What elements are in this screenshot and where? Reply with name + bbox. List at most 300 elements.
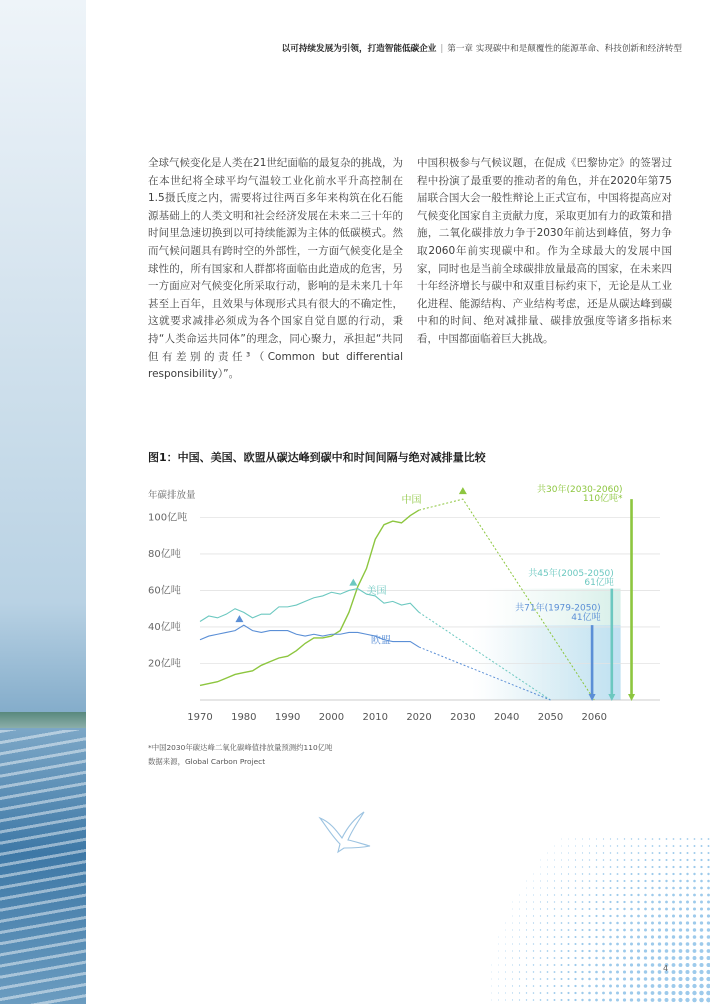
halftone-dot: [692, 977, 696, 981]
halftone-dot: [596, 859, 597, 860]
halftone-dot: [526, 915, 527, 916]
halftone-dot: [603, 852, 604, 853]
halftone-dot: [658, 901, 661, 904]
halftone-dot: [623, 984, 626, 987]
header-chapter: 第一章 实现碳中和是颠覆性的能源革命、科技创新和经济转型: [447, 44, 682, 54]
halftone-dot: [644, 929, 647, 932]
halftone-dot: [567, 978, 569, 980]
page-number: 4: [663, 964, 669, 973]
halftone-dot: [547, 943, 549, 945]
halftone-dot: [526, 992, 527, 993]
halftone-dot: [644, 887, 646, 889]
halftone-dot: [595, 950, 597, 952]
halftone-dot: [637, 956, 640, 959]
halftone-dot: [533, 957, 534, 958]
halftone-dot: [588, 971, 590, 973]
reduction-label-0: 110亿吨*: [582, 494, 623, 505]
halftone-dot: [540, 874, 541, 875]
halftone-dot: [540, 985, 542, 987]
halftone-dot: [693, 921, 696, 924]
halftone-dot: [617, 852, 619, 854]
halftone-dot: [609, 992, 612, 995]
halftone-dot: [617, 880, 619, 882]
halftone-dot: [637, 998, 640, 1001]
halftone-dot: [623, 998, 626, 1001]
halftone-dot: [526, 999, 527, 1000]
halftone-dot: [596, 866, 598, 868]
halftone-dot: [505, 999, 506, 1000]
halftone-dot: [672, 908, 675, 911]
halftone-dot: [630, 887, 632, 889]
halftone-dot: [582, 901, 584, 903]
halftone-dot: [589, 873, 591, 875]
halftone-dot: [623, 915, 626, 918]
halftone-dot: [686, 914, 689, 917]
halftone-dot: [686, 907, 689, 910]
halftone-dot: [554, 957, 556, 959]
halftone-dot: [679, 859, 681, 861]
halftone-dot: [568, 887, 569, 888]
halftone-dot: [512, 985, 513, 986]
halftone-dot: [623, 901, 625, 903]
halftone-dot: [678, 984, 682, 988]
halftone-dot: [575, 839, 576, 840]
halftone-dot: [540, 867, 541, 868]
halftone-dot: [707, 852, 709, 854]
halftone-dot: [526, 929, 527, 930]
halftone-dot: [512, 930, 513, 931]
halftone-dot: [602, 999, 605, 1002]
halftone-dot: [526, 909, 527, 910]
halftone-dot: [581, 971, 583, 973]
halftone-dot: [658, 873, 660, 875]
halftone-dot: [547, 894, 548, 895]
halftone-dot: [623, 929, 626, 932]
halftone-dot: [630, 873, 632, 875]
halftone-dot: [561, 964, 563, 966]
halftone-dot: [547, 922, 548, 923]
halftone-dot: [686, 873, 688, 875]
halftone-dot: [554, 922, 556, 924]
halftone-dot: [575, 852, 576, 853]
halftone-dot: [658, 928, 661, 931]
halftone-dot: [644, 908, 647, 911]
halftone-dot: [700, 887, 703, 890]
halftone-dot: [665, 984, 669, 988]
halftone-dot: [547, 860, 548, 861]
halftone-dot: [644, 977, 647, 980]
halftone-dot: [498, 1000, 499, 1001]
halftone-dot: [694, 838, 696, 840]
halftone-dot: [533, 971, 534, 972]
halftone-dot: [651, 963, 654, 966]
halftone-dot: [686, 901, 689, 904]
halftone-dot: [665, 956, 669, 960]
halftone-dot: [638, 845, 640, 847]
halftone-dot: [623, 957, 626, 960]
halftone-dot: [519, 936, 520, 937]
y-tick-label: 60亿吨: [148, 585, 181, 597]
halftone-dot: [616, 936, 619, 939]
halftone-dot: [505, 944, 506, 945]
halftone-dot: [603, 887, 605, 889]
halftone-dot: [644, 880, 646, 882]
halftone-dot: [644, 894, 646, 896]
halftone-dot: [700, 866, 702, 868]
halftone-dot: [672, 928, 675, 931]
halftone-dot: [547, 887, 548, 888]
halftone-dot: [624, 866, 626, 868]
series-name-0: 中国: [401, 494, 422, 506]
halftone-dot: [651, 984, 655, 988]
halftone-dot: [568, 880, 569, 881]
halftone-dot: [700, 935, 704, 939]
bracket-label-0: 共30年(2030-2060): [537, 484, 623, 495]
x-tick-label: 1990: [274, 712, 301, 723]
halftone-dot: [651, 887, 653, 889]
halftone-dot: [574, 950, 576, 952]
halftone-dot: [672, 859, 674, 861]
halftone-dot: [575, 873, 576, 874]
halftone-dot: [666, 852, 668, 854]
halftone-dot: [582, 859, 583, 860]
halftone-dot: [588, 992, 591, 995]
halftone-dot: [637, 970, 640, 973]
halftone-dot: [574, 978, 576, 980]
halftone-dot: [526, 978, 527, 979]
halftone-dot: [638, 852, 640, 854]
halftone-dot: [617, 845, 618, 846]
halftone-dot: [616, 964, 619, 967]
halftone-dot: [540, 999, 542, 1001]
halftone-dot: [589, 908, 591, 910]
halftone-dot: [651, 901, 654, 904]
halftone-dot: [519, 943, 520, 944]
halftone-dot: [623, 894, 625, 896]
halftone-dot: [665, 991, 669, 995]
halftone-dot: [658, 908, 661, 911]
y-axis-label: 年碳排放量: [148, 490, 196, 501]
halftone-dot: [533, 895, 534, 896]
halftone-dot: [673, 852, 675, 854]
halftone-dot: [651, 949, 654, 952]
halftone-dot: [624, 845, 626, 847]
halftone-dot: [699, 998, 704, 1003]
halftone-dot: [700, 928, 703, 931]
figure-footnote: *中国2030年碳达峰二氧化碳峰值排放量预测约110亿吨: [148, 743, 333, 752]
halftone-dot: [568, 915, 570, 917]
halftone-dot: [658, 942, 661, 945]
halftone-dot: [685, 984, 689, 988]
halftone-dot: [644, 901, 647, 904]
halftone-dot: [547, 936, 549, 938]
halftone-dot: [540, 887, 541, 888]
halftone-dot: [699, 963, 703, 967]
halftone-dot: [505, 937, 506, 938]
halftone-dot: [560, 985, 562, 987]
halftone-dot: [679, 963, 683, 967]
halftone-dot: [616, 908, 618, 910]
halftone-dot: [610, 859, 612, 861]
figure-source: 数据来源，Global Carbon Project: [148, 757, 266, 766]
halftone-dot: [533, 936, 534, 937]
halftone-dot: [547, 874, 548, 875]
halftone-dot: [665, 928, 668, 931]
halftone-dot: [519, 929, 520, 930]
halftone-dot: [491, 965, 492, 966]
halftone-dot: [512, 909, 513, 910]
halftone-dot: [574, 999, 576, 1001]
halftone-dot: [582, 839, 583, 840]
halftone-dot: [602, 915, 604, 917]
halftone-dot: [707, 956, 710, 960]
halftone-dot: [547, 978, 549, 980]
halftone-dot: [567, 992, 569, 994]
halftone-dot: [686, 852, 688, 854]
halftone-dot: [554, 936, 556, 938]
halftone-dot: [602, 922, 604, 924]
halftone-dot: [595, 929, 597, 931]
halftone-dot: [512, 971, 513, 972]
halftone-dot: [588, 929, 590, 931]
halftone-dot: [616, 929, 619, 932]
halftone-dot: [561, 887, 562, 888]
halftone-dot: [679, 901, 682, 904]
halftone-dot: [706, 984, 710, 988]
halftone-dot: [609, 957, 612, 960]
halftone-dot: [651, 873, 653, 875]
halftone-dot: [679, 866, 681, 868]
halftone-dot: [610, 838, 611, 839]
halftone-dot: [568, 950, 570, 952]
halftone-dot: [540, 957, 542, 959]
halftone-dot: [693, 894, 696, 897]
halftone-dot: [505, 958, 506, 959]
halftone-dot: [526, 922, 527, 923]
halftone-dot: [540, 936, 541, 937]
halftone-dot: [582, 852, 583, 853]
halftone-dot: [707, 887, 710, 890]
halftone-dot: [588, 957, 590, 959]
halftone-dot: [603, 838, 604, 839]
halftone-dot: [561, 860, 562, 861]
halftone-dot: [686, 894, 689, 897]
halftone-dot: [505, 992, 506, 993]
halftone-dot: [686, 949, 690, 953]
halftone-dot: [630, 943, 633, 946]
halftone-dot: [693, 887, 696, 890]
halftone-dot: [526, 985, 527, 986]
halftone-dot: [700, 873, 702, 875]
peak-marker-2: [235, 615, 243, 622]
halftone-dot: [707, 880, 710, 883]
halftone-dot: [680, 838, 682, 840]
halftone-dot: [568, 894, 570, 896]
halftone-dot: [588, 936, 590, 938]
halftone-dot: [700, 901, 703, 904]
halftone-dot: [630, 977, 633, 980]
halftone-dot: [665, 880, 667, 882]
halftone-dot: [589, 838, 590, 839]
halftone-dot: [533, 964, 534, 965]
halftone-dot: [568, 936, 570, 938]
halftone-dot: [519, 957, 520, 958]
y-tick-label: 20亿吨: [148, 658, 181, 670]
halftone-dot: [581, 992, 583, 994]
halftone-dot: [706, 963, 710, 967]
halftone-dot: [547, 950, 549, 952]
halftone-dot: [540, 901, 541, 902]
halftone-dot: [575, 922, 577, 924]
halftone-dot: [693, 949, 697, 953]
halftone-dot: [686, 963, 690, 967]
halftone-dot: [637, 915, 640, 918]
halftone-dot: [665, 894, 668, 897]
halftone-dot: [512, 937, 513, 938]
halftone-dot: [596, 845, 597, 846]
halftone-dot: [673, 838, 675, 840]
halftone-dot: [602, 929, 604, 931]
halftone-dot: [617, 866, 619, 868]
halftone-dot: [680, 845, 682, 847]
halftone-dot: [526, 936, 527, 937]
halftone-dot: [692, 991, 696, 995]
halftone-dot: [638, 866, 640, 868]
halftone-dot: [602, 985, 605, 988]
halftone-dot: [602, 978, 605, 981]
x-tick-label: 2000: [318, 712, 345, 723]
halftone-dot: [644, 922, 647, 925]
halftone-dot: [624, 873, 626, 875]
halftone-dot: [658, 894, 661, 897]
halftone-dot: [638, 859, 640, 861]
halftone-dot: [526, 964, 527, 965]
halftone-dot: [519, 909, 520, 910]
halftone-dot: [651, 991, 655, 995]
halftone-dot: [540, 992, 542, 994]
halftone-dot: [568, 853, 569, 854]
halftone-dot: [519, 964, 520, 965]
halftone-dot: [651, 935, 654, 938]
halftone-dot: [672, 970, 676, 974]
halftone-dot: [547, 929, 548, 930]
halftone-dot: [574, 957, 576, 959]
halftone-dot: [603, 894, 605, 896]
halftone-dot: [645, 859, 647, 861]
halftone-dot: [630, 936, 633, 939]
halftone-dot: [707, 859, 709, 861]
halftone-dot: [540, 978, 542, 980]
halftone-dot: [519, 978, 520, 979]
figure-title: 图1：中国、美国、欧盟从碳达峰到碳中和时间间隔与绝对减排量比较: [148, 451, 486, 464]
halftone-dot: [568, 943, 570, 945]
series-name-2: 欧盟: [370, 635, 391, 647]
halftone-dot: [637, 880, 639, 882]
reduction-label-2: 41亿吨: [571, 612, 601, 623]
halftone-dot: [644, 866, 646, 868]
halftone-dot: [582, 894, 584, 896]
halftone-dot: [616, 957, 619, 960]
halftone-dot: [581, 999, 583, 1001]
halftone-dot: [679, 956, 683, 960]
x-tick-label: 2010: [362, 712, 388, 723]
halftone-dot: [637, 991, 640, 994]
ocean-waves: [0, 730, 86, 1004]
halftone-dot: [624, 838, 625, 839]
halftone-dot: [678, 998, 682, 1002]
halftone-dot: [685, 991, 689, 995]
halftone-dot: [707, 894, 710, 897]
halftone-dot: [491, 972, 492, 973]
halftone-dot: [651, 998, 655, 1002]
halftone-dot: [609, 936, 612, 939]
halftone-dot: [645, 845, 647, 847]
halftone-dot: [519, 992, 520, 993]
halftone-dot: [637, 887, 639, 889]
halftone-dot: [540, 860, 541, 861]
halftone-dot: [693, 866, 695, 868]
halftone-dot: [589, 845, 590, 846]
halftone-dot: [554, 964, 556, 966]
halftone-dot: [588, 978, 591, 981]
halftone-dot: [596, 901, 598, 903]
halftone-dot: [609, 922, 611, 924]
halftone-dot: [672, 963, 676, 967]
halftone-dot: [701, 845, 703, 847]
halftone-dot: [645, 852, 647, 854]
halftone-dot: [561, 971, 563, 973]
halftone-dot: [685, 970, 689, 974]
halftone-dot: [666, 845, 668, 847]
halftone-dot: [505, 930, 506, 931]
halftone-dot: [561, 880, 562, 881]
halftone-dot: [609, 929, 611, 931]
halftone-dot: [581, 985, 583, 987]
halftone-dot: [561, 853, 562, 854]
halftone-dot: [679, 949, 683, 953]
halftone-dot: [595, 978, 598, 981]
halftone-dot: [589, 859, 590, 860]
halftone-dot: [609, 999, 612, 1002]
halftone-dot: [693, 914, 696, 917]
halftone-dot: [554, 915, 555, 916]
halftone-dot: [602, 936, 604, 938]
halftone-dot: [491, 1000, 492, 1001]
halftone-dot: [561, 915, 563, 917]
halftone-dot: [616, 915, 618, 917]
halftone-dot: [631, 852, 633, 854]
halftone-dot: [693, 859, 695, 861]
halftone-dot: [616, 901, 618, 903]
halftone-dot: [700, 859, 702, 861]
halftone-dot: [624, 852, 626, 854]
halftone-dot: [679, 894, 682, 897]
halftone-dot: [700, 914, 703, 917]
halftone-dot: [595, 971, 598, 974]
halftone-dot: [651, 880, 653, 882]
halftone-dot: [623, 970, 626, 973]
halftone-dot: [540, 915, 541, 916]
halftone-dot: [582, 845, 583, 846]
halftone-dot: [700, 942, 704, 946]
halftone-dot: [554, 992, 556, 994]
halftone-dot: [561, 950, 563, 952]
halftone-dot: [637, 929, 640, 932]
halftone-dot: [665, 859, 667, 861]
halftone-dot: [616, 950, 619, 953]
halftone-dot: [540, 971, 542, 973]
halftone-dot: [679, 970, 683, 974]
